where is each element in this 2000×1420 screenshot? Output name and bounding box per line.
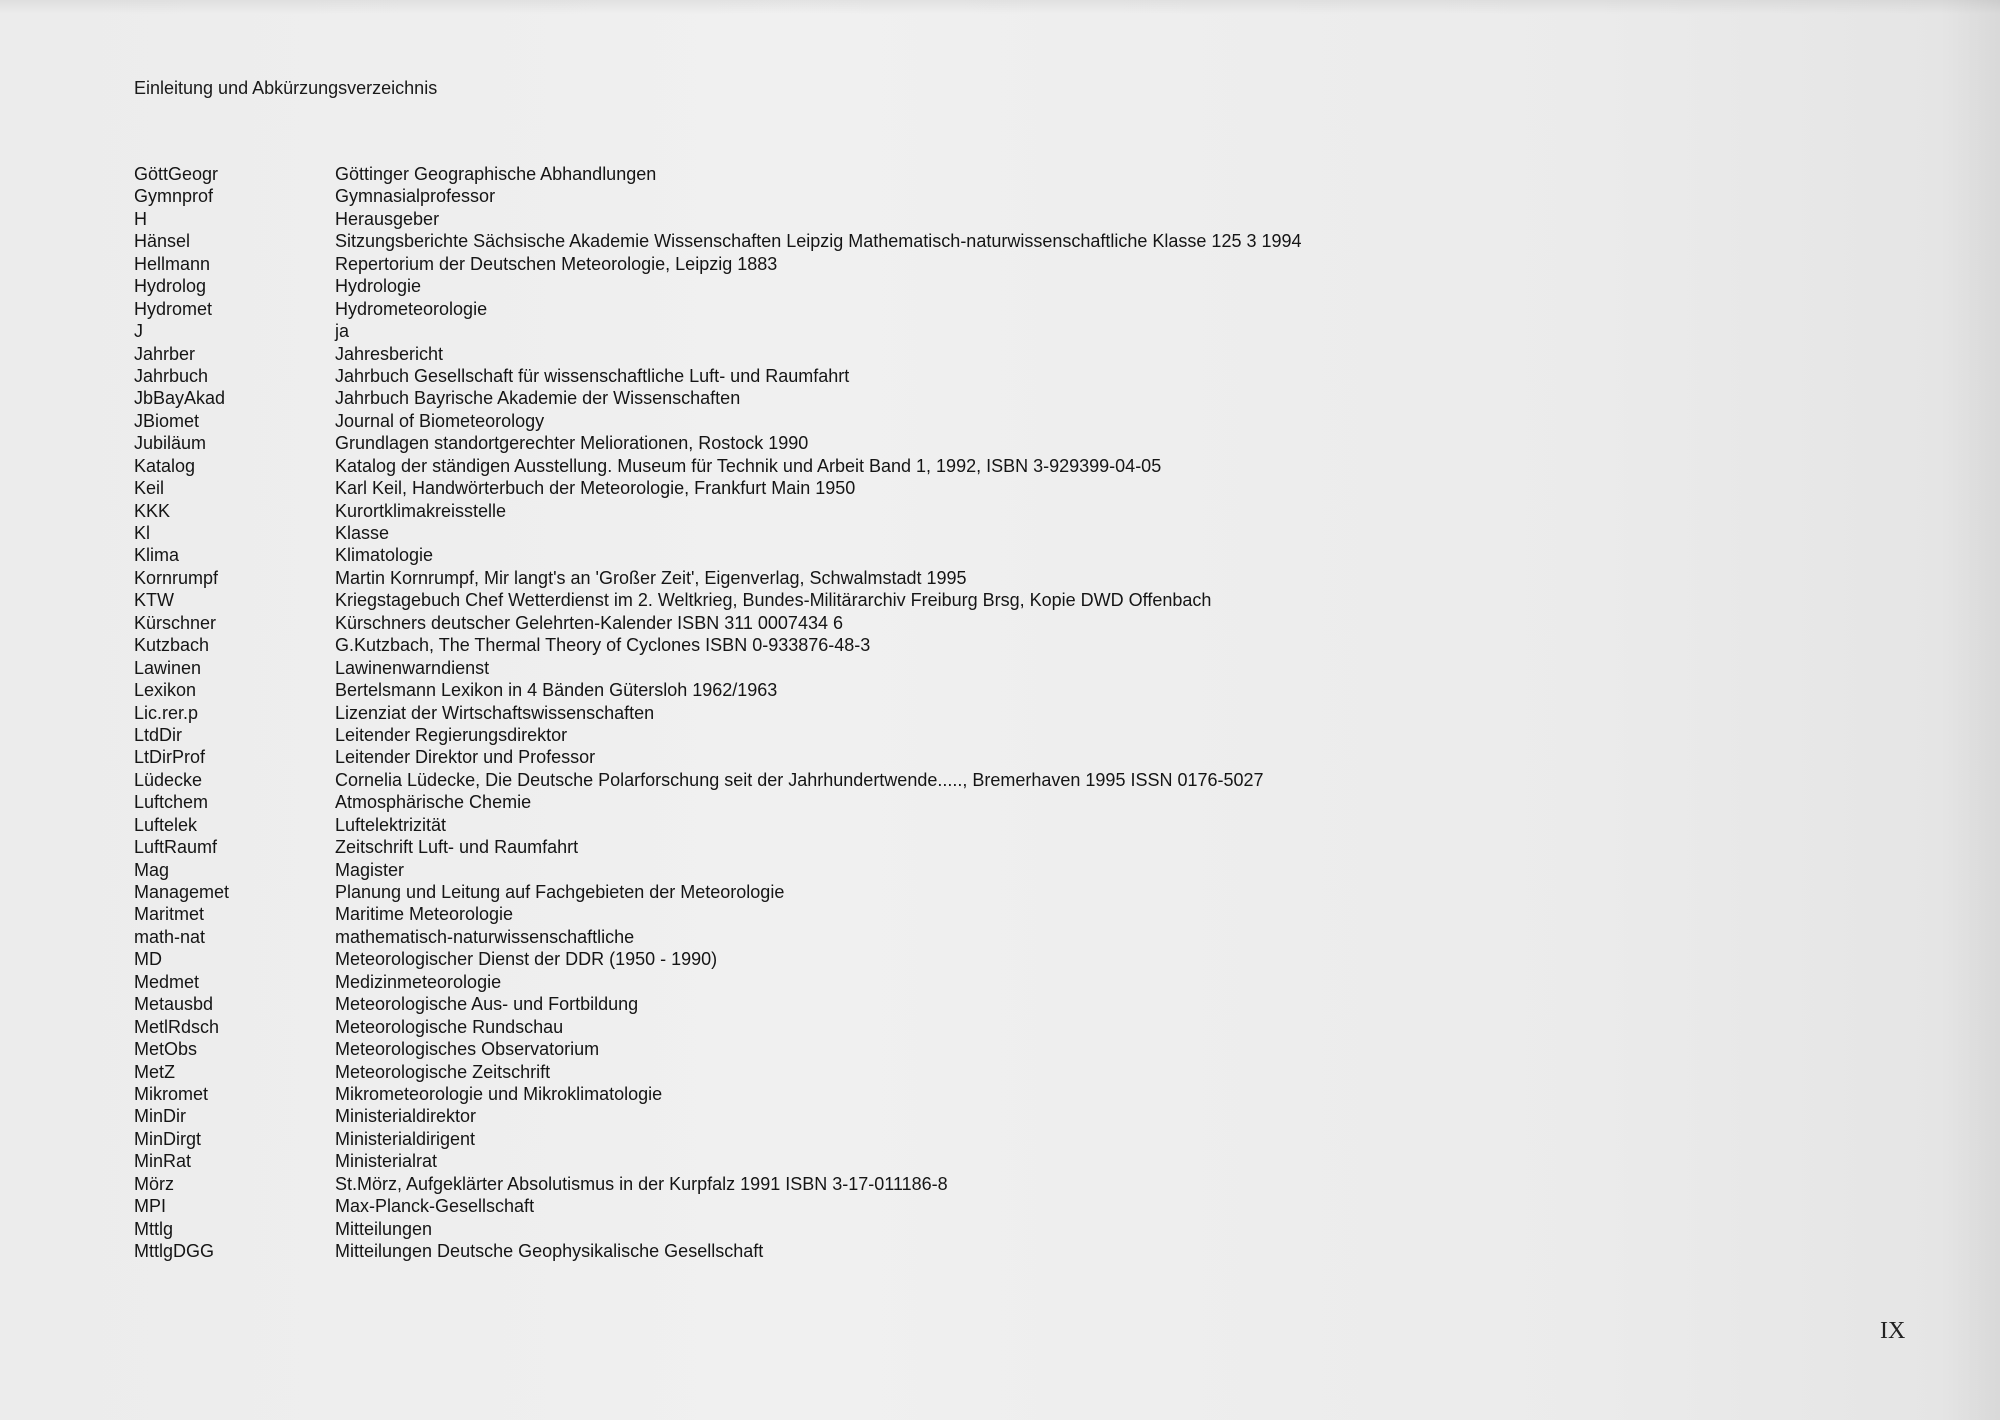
- abbreviation-definition: Leitender Regierungsdirektor: [335, 724, 568, 745]
- abbreviation-row: [134, 971, 1514, 993]
- abbreviation-row: [134, 253, 1514, 275]
- abbreviation-definition: Maritime Meteorologie: [335, 904, 514, 925]
- abbreviation-definition: Magister: [335, 859, 405, 880]
- abbreviation-definition: Zeitschrift Luft- und Raumfahrt: [335, 837, 579, 858]
- abbreviation-term: Medmet: [134, 971, 200, 992]
- abbreviation-row: [134, 320, 1514, 342]
- abbreviation-term: Kl: [134, 523, 151, 543]
- abbreviation-term: MetZ: [134, 1061, 176, 1082]
- abbreviation-definition: Jahrbuch Bayrische Akademie der Wissenschaften: [335, 388, 741, 409]
- abbreviation-definition: Atmosphärische Chemie: [335, 792, 532, 813]
- abbreviation-term: Jubiläum: [134, 433, 207, 454]
- abbreviation-definition: Cornelia Lüdecke, Die Deutsche Polarforschung seit der Jahrhundertwende....., Bremerhaven 1995 ISSN 0176-5027: [335, 769, 1264, 790]
- abbreviation-definition: Luftelektrizität: [335, 814, 447, 835]
- abbreviation-definition: Meteorologische Aus- und Fortbildung: [335, 994, 639, 1015]
- abbreviation-term: Hydrolog: [134, 276, 207, 297]
- abbreviation-definition: Kriegstagebuch Chef Wetterdienst im 2. Weltkrieg, Bundes-Militärarchiv Freiburg Brsg, Kopie DWD Offenbach: [335, 590, 1212, 611]
- abbreviation-term: LtDirProf: [134, 747, 206, 768]
- abbreviation-row: [134, 881, 1514, 903]
- abbreviation-term: H: [134, 208, 147, 229]
- abbreviation-definition: Journal of Biometeorology: [335, 410, 545, 431]
- abbreviation-term: Mttlg: [134, 1218, 174, 1239]
- abbreviation-term: Kornrumpf: [134, 567, 219, 588]
- abbreviation-definition: Kurortklimakreisstelle: [335, 500, 507, 521]
- abbreviation-term: Mag: [134, 859, 170, 880]
- abbreviation-definition: Repertorium der Deutschen Meteorologie, Leipzig 1883: [335, 253, 778, 274]
- abbreviation-term: LtdDir: [134, 724, 183, 745]
- abbreviation-term: Lawinen: [134, 657, 202, 678]
- abbreviation-term: Hellmann: [134, 253, 211, 274]
- abbreviation-term: Lexikon: [134, 680, 197, 701]
- abbreviation-row: [134, 679, 1514, 701]
- abbreviation-row: [134, 1083, 1514, 1105]
- abbreviation-row: [134, 477, 1514, 499]
- abbreviation-definition: Ministerialdirigent: [335, 1128, 476, 1149]
- abbreviation-definition: Max-Planck-Gesellschaft: [335, 1196, 535, 1217]
- abbreviation-definition: Martin Kornrumpf, Mir langt's an 'Großer Zeit', Eigenverlag, Schwalmstadt 1995: [335, 567, 967, 588]
- abbreviation-row: [134, 1038, 1514, 1060]
- abbreviation-term: MttlgDGG: [134, 1241, 215, 1261]
- abbreviation-row: [134, 567, 1514, 589]
- abbreviation-row: [134, 859, 1514, 881]
- abbreviation-row: [134, 657, 1514, 679]
- abbreviation-definition: Göttinger Geographische Abhandlungen: [335, 164, 657, 184]
- abbreviation-row: [134, 1105, 1514, 1127]
- abbreviation-row: [134, 791, 1514, 813]
- abbreviation-row: [134, 993, 1514, 1015]
- abbreviation-row: [134, 634, 1514, 656]
- page-number: IX: [1880, 1318, 1906, 1344]
- abbreviation-term: Klima: [134, 545, 180, 566]
- abbreviation-definition: Karl Keil, Handwörterbuch der Meteorologie, Frankfurt Main 1950: [335, 478, 856, 499]
- abbreviation-term: Jahrbuch: [134, 365, 209, 386]
- abbreviation-term: Hydromet: [134, 298, 213, 319]
- abbreviation-definition: Hydrometeorologie: [335, 298, 488, 319]
- abbreviation-row: [134, 230, 1514, 252]
- abbreviation-term: MetlRdsch: [134, 1016, 220, 1037]
- abbreviation-definition: Planung und Leitung auf Fachgebieten der Meteorologie: [335, 882, 785, 902]
- abbreviation-definition: ja: [335, 321, 350, 342]
- abbreviation-row: [134, 163, 1514, 185]
- abbreviation-term: Maritmet: [134, 904, 205, 925]
- abbreviation-term: MPI: [134, 1196, 167, 1217]
- abbreviation-definition: Jahresbericht: [335, 343, 444, 364]
- abbreviation-row: [134, 410, 1514, 432]
- scan-top-edge: [0, 0, 2000, 14]
- abbreviation-row: [134, 702, 1514, 724]
- scan-right-shadow: [1940, 0, 2000, 1420]
- abbreviation-row: [134, 1061, 1514, 1083]
- abbreviation-term: JbBayAkad: [134, 388, 226, 409]
- abbreviation-definition: Meteorologische Zeitschrift: [335, 1061, 551, 1082]
- abbreviation-term: Kutzbach: [134, 635, 210, 656]
- abbreviation-definition: Katalog der ständigen Ausstellung. Museum für Technik und Arbeit Band 1, 1992, ISBN 3-929399-04-05: [335, 455, 1162, 476]
- abbreviation-row: [134, 343, 1514, 365]
- abbreviation-row: [134, 836, 1514, 858]
- abbreviation-row: [134, 903, 1514, 925]
- abbreviation-term: Gymnprof: [134, 186, 214, 207]
- abbreviation-definition: Hydrologie: [335, 276, 422, 297]
- abbreviation-definition: Jahrbuch Gesellschaft für wissenschaftliche Luft- und Raumfahrt: [335, 365, 850, 386]
- abbreviation-term: KTW: [134, 590, 174, 611]
- abbreviation-row: [134, 544, 1514, 566]
- abbreviation-definition: Mikrometeorologie und Mikroklimatologie: [335, 1083, 663, 1104]
- abbreviation-definition: St.Mörz, Aufgeklärter Absolutismus in der Kurpfalz 1991 ISBN 3-17-011186-8: [335, 1173, 948, 1194]
- abbreviation-definition: Mitteilungen Deutsche Geophysikalische Gesellschaft: [335, 1241, 764, 1261]
- page-header: Einleitung und Abkürzungsverzeichnis: [134, 78, 438, 98]
- abbreviation-definition: Mitteilungen: [335, 1218, 433, 1239]
- abbreviation-definition: Ministerialrat: [335, 1151, 438, 1172]
- abbreviation-list: [134, 163, 1514, 1262]
- abbreviation-definition: Meteorologisches Observatorium: [335, 1039, 600, 1060]
- abbreviation-definition: Ministerialdirektor: [335, 1106, 477, 1127]
- abbreviation-row: [134, 1016, 1514, 1038]
- abbreviation-row: [134, 365, 1514, 387]
- abbreviation-term: Lüdecke: [134, 769, 203, 790]
- abbreviation-definition: mathematisch-naturwissenschaftliche: [335, 926, 635, 947]
- abbreviation-term: MinDir: [134, 1106, 186, 1127]
- abbreviation-term: Keil: [134, 478, 165, 499]
- abbreviation-row: [134, 1218, 1514, 1240]
- abbreviation-row: [134, 275, 1514, 297]
- abbreviation-row: [134, 612, 1514, 634]
- abbreviation-term: MD: [134, 949, 162, 970]
- abbreviation-row: [134, 746, 1514, 768]
- abbreviation-definition: G.Kutzbach, The Thermal Theory of Cyclones ISBN 0-933876-48-3: [335, 635, 871, 656]
- abbreviation-term: Luftchem: [134, 792, 209, 813]
- abbreviation-definition: Gymnasialprofessor: [335, 186, 496, 207]
- abbreviation-row: [134, 769, 1514, 791]
- abbreviation-term: MinDirgt: [134, 1128, 202, 1149]
- abbreviation-definition: Klasse: [335, 523, 390, 543]
- abbreviation-row: [134, 500, 1514, 522]
- abbreviation-term: LuftRaumf: [134, 837, 218, 858]
- abbreviation-definition: Grundlagen standortgerechter Meliorationen, Rostock 1990: [335, 433, 809, 454]
- abbreviation-row: [134, 724, 1514, 746]
- abbreviation-term: MinRat: [134, 1151, 192, 1172]
- abbreviation-term: JBiomet: [134, 410, 200, 431]
- abbreviation-row: [134, 589, 1514, 611]
- abbreviation-term: GöttGeogr: [134, 164, 219, 184]
- abbreviation-definition: Leitender Direktor und Professor: [335, 747, 596, 768]
- abbreviation-term: Kürschner: [134, 612, 217, 633]
- abbreviation-term: Managemet: [134, 882, 230, 902]
- abbreviation-row: [134, 432, 1514, 454]
- abbreviation-term: Lic.rer.p: [134, 702, 199, 723]
- abbreviation-term: math-nat: [134, 926, 206, 947]
- abbreviation-definition: Meteorologische Rundschau: [335, 1016, 564, 1037]
- abbreviation-term: KKK: [134, 500, 171, 521]
- abbreviation-row: [134, 926, 1514, 948]
- abbreviation-row: [134, 814, 1514, 836]
- abbreviation-definition: Lizenziat der Wirtschaftswissenschaften: [335, 702, 655, 723]
- abbreviation-row: [134, 1240, 1514, 1262]
- abbreviation-term: Hänsel: [134, 231, 191, 252]
- abbreviation-term: Luftelek: [134, 814, 198, 835]
- abbreviation-row: [134, 387, 1514, 409]
- abbreviation-term: J: [134, 321, 143, 342]
- abbreviation-term: Mörz: [134, 1173, 174, 1194]
- abbreviation-row: [134, 1173, 1514, 1195]
- abbreviation-row: [134, 1128, 1514, 1150]
- abbreviation-definition: Klimatologie: [335, 545, 434, 566]
- abbreviation-row: [134, 522, 1514, 544]
- abbreviation-definition: Lawinenwarndienst: [335, 657, 490, 678]
- abbreviation-row: [134, 185, 1514, 207]
- abbreviation-definition: Meteorologischer Dienst der DDR (1950 - 1990): [335, 949, 718, 970]
- abbreviation-term: Mikromet: [134, 1083, 209, 1104]
- abbreviation-term: Jahrber: [134, 343, 196, 364]
- abbreviation-term: Katalog: [134, 455, 196, 476]
- abbreviation-row: [134, 298, 1514, 320]
- abbreviation-term: MetObs: [134, 1039, 198, 1060]
- abbreviation-row: [134, 455, 1514, 477]
- abbreviation-definition: Herausgeber: [335, 208, 440, 229]
- abbreviation-row: [134, 1150, 1514, 1172]
- abbreviation-row: [134, 208, 1514, 230]
- abbreviation-definition: Sitzungsberichte Sächsische Akademie Wissenschaften Leipzig Mathematisch-naturwissenschaftliche Klasse 125 3 1994: [335, 231, 1302, 252]
- abbreviation-row: [134, 1195, 1514, 1217]
- abbreviation-definition: Bertelsmann Lexikon in 4 Bänden Gütersloh 1962/1963: [335, 680, 778, 701]
- abbreviation-definition: Medizinmeteorologie: [335, 971, 502, 992]
- abbreviation-row: [134, 948, 1514, 970]
- abbreviation-term: Metausbd: [134, 994, 214, 1015]
- abbreviation-definition: Kürschners deutscher Gelehrten-Kalender ISBN 311 0007434 6: [335, 612, 843, 633]
